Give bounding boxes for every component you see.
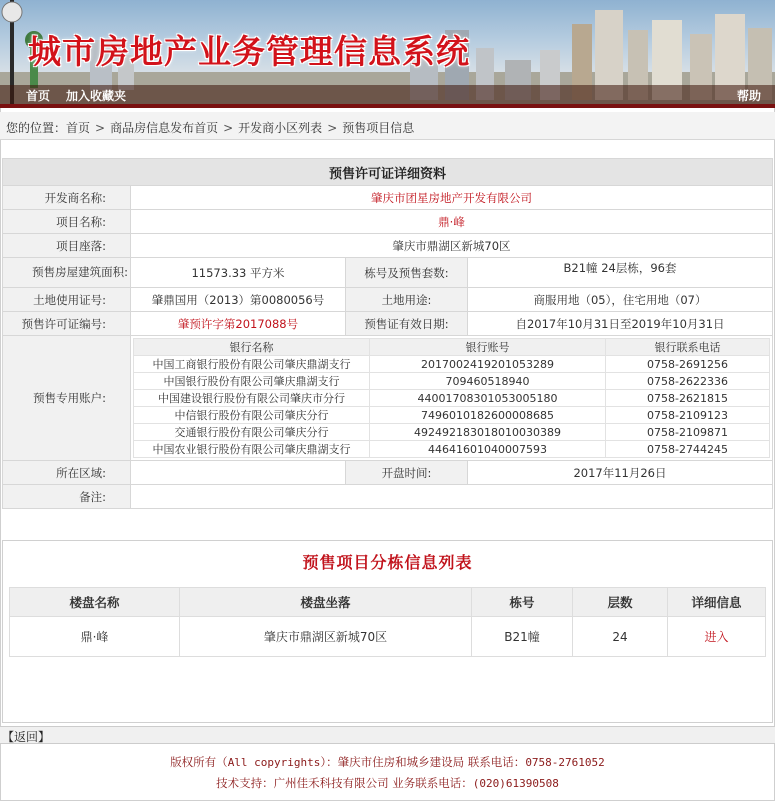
bank-phone: 0758-2621815 xyxy=(606,390,770,407)
bank-row xyxy=(134,441,770,458)
bank-account: 44641601040007593 xyxy=(370,441,606,458)
building-list-table xyxy=(9,587,766,657)
bank-account: 492492183018010030389 xyxy=(370,424,606,441)
bank-account: 709460518940 xyxy=(370,373,606,390)
area-label: 预售房屋建筑面积: xyxy=(3,258,131,288)
bank-header-name: 银行名称 xyxy=(134,339,370,356)
breadcrumb-current: 预售项目信息 xyxy=(342,121,415,135)
breadcrumb-separator-icon: > xyxy=(223,121,234,135)
bank-name: 中国银行股份有限公司肇庆鼎湖支行 xyxy=(134,373,370,390)
nav-home-link[interactable]: 首页 xyxy=(26,89,51,103)
detail-heading: 预售许可证详细资料 xyxy=(3,159,773,186)
header-banner xyxy=(0,0,775,108)
opening-value: 2017年11月26日 xyxy=(468,461,773,485)
site-title: 城市房地产业务管理信息系统 xyxy=(28,32,470,71)
bank-row xyxy=(134,390,770,407)
building-list-title: 预售项目分栋信息列表 xyxy=(302,553,473,572)
bank-account: 44001708301053005180 xyxy=(370,390,606,407)
footer-phone: 0758-2761052 xyxy=(525,756,605,769)
validity-label: 预售证有效日期: xyxy=(346,312,468,336)
building-number: B21幢 xyxy=(472,617,573,657)
breadcrumb-home[interactable]: 首页 xyxy=(66,121,91,135)
footer-copyright-en: All copyrights xyxy=(227,756,321,769)
footer xyxy=(0,752,775,794)
opening-label: 开盘时间: xyxy=(346,461,468,485)
row-permit xyxy=(3,312,773,336)
back-link[interactable]: 【返回】 xyxy=(2,730,51,744)
breadcrumb-developer-list[interactable]: 开发商小区列表 xyxy=(238,121,323,135)
bank-phone: 0758-2109871 xyxy=(606,424,770,441)
footer-copyright-prefix: 版权所有（ xyxy=(170,755,228,769)
footer-copyright-line xyxy=(0,752,775,773)
nav-help-link[interactable]: 帮助 xyxy=(736,89,761,103)
back-bar xyxy=(0,726,775,744)
row-developer xyxy=(3,186,773,210)
building-name: 鼎·峰 xyxy=(10,617,180,657)
footer-support-text: 技术支持：广州佳禾科技有限公司 业务联系电话： xyxy=(216,776,473,790)
bank-name: 中国工商银行股份有限公司肇庆鼎湖支行 xyxy=(134,356,370,373)
district-value xyxy=(131,461,346,485)
bank-phone: 0758-2744245 xyxy=(606,441,770,458)
row-land xyxy=(3,288,773,312)
bank-name: 中信银行股份有限公司肇庆分行 xyxy=(134,407,370,424)
col-name-header: 楼盘名称 xyxy=(10,588,180,617)
col-floors-header: 层数 xyxy=(573,588,668,617)
footer-copyright-owner: ）：肇庆市住房和城乡建设局 联系电话： xyxy=(320,755,526,769)
remark-value xyxy=(131,485,773,509)
bank-row xyxy=(134,356,770,373)
developer-value: 肇庆市团星房地产开发有限公司 xyxy=(131,186,773,210)
bank-account: 2017002419201053289 xyxy=(370,356,606,373)
land-cert-label: 土地使用证号: xyxy=(3,288,131,312)
row-project xyxy=(3,210,773,234)
breadcrumb-presale-home[interactable]: 商品房信息发布首页 xyxy=(110,121,219,135)
bank-name: 中国农业银行股份有限公司肇庆鼎湖支行 xyxy=(134,441,370,458)
land-cert-value: 肇鼎国用（2013）第0080056号 xyxy=(131,288,346,312)
land-use-label: 土地用途: xyxy=(346,288,468,312)
breadcrumb-separator-icon: > xyxy=(327,121,338,135)
location-value: 肇庆市鼎湖区新城70区 xyxy=(131,234,773,258)
permit-label: 预售许可证编号: xyxy=(3,312,131,336)
top-nav xyxy=(0,85,775,104)
row-location xyxy=(3,234,773,258)
account-cell xyxy=(131,336,773,461)
building-detail-cell xyxy=(668,617,766,657)
bank-header-row xyxy=(134,339,770,356)
bank-account: 7496010182600008685 xyxy=(370,407,606,424)
bank-header-account: 银行账号 xyxy=(370,339,606,356)
project-label: 项目名称: xyxy=(3,210,131,234)
row-remark xyxy=(3,485,773,509)
bank-header-phone: 银行联系电话 xyxy=(606,339,770,356)
building-list-header xyxy=(10,588,766,617)
breadcrumb-separator-icon: > xyxy=(95,121,106,135)
building-label: 栋号及预售套数: xyxy=(346,258,468,288)
validity-value: 自2017年10月31日至2019年10月31日 xyxy=(468,312,773,336)
bank-name: 交通银行股份有限公司肇庆分行 xyxy=(134,424,370,441)
footer-support-line xyxy=(0,773,775,794)
col-location-header: 楼盘坐落 xyxy=(180,588,472,617)
permit-detail-table xyxy=(2,158,773,509)
building-location: 肇庆市鼎湖区新城70区 xyxy=(180,617,472,657)
area-value: 11573.33 平方米 xyxy=(131,258,346,288)
col-detail-header: 详细信息 xyxy=(668,588,766,617)
nav-favorite-link[interactable]: 加入收藏夹 xyxy=(66,89,127,103)
land-use-value: 商服用地（05），住宅用地（07） xyxy=(468,288,773,312)
footer-business-phone: (020)61390508 xyxy=(472,777,559,790)
remark-label: 备注: xyxy=(3,485,131,509)
row-area xyxy=(3,258,773,288)
account-label: 预售专用账户: xyxy=(3,336,131,461)
permit-value: 肇预许字第2017088号 xyxy=(131,312,346,336)
district-label: 所在区域: xyxy=(3,461,131,485)
building-value: B21幢 24层栋，96套 xyxy=(468,258,773,288)
table-row xyxy=(10,617,766,657)
bank-row xyxy=(134,407,770,424)
bank-phone: 0758-2622336 xyxy=(606,373,770,390)
location-label: 项目座落: xyxy=(3,234,131,258)
bank-phone: 0758-2691256 xyxy=(606,356,770,373)
bank-row xyxy=(134,373,770,390)
developer-label: 开发商名称: xyxy=(3,186,131,210)
bank-account-table xyxy=(133,338,770,458)
building-floors: 24 xyxy=(573,617,668,657)
bank-name: 中国建设银行股份有限公司肇庆市分行 xyxy=(134,390,370,407)
bank-phone: 0758-2109123 xyxy=(606,407,770,424)
building-list-panel xyxy=(2,540,773,723)
detail-heading-row xyxy=(3,159,773,186)
col-building-header: 栋号 xyxy=(472,588,573,617)
breadcrumb xyxy=(0,112,775,140)
bank-row xyxy=(134,424,770,441)
row-accounts xyxy=(3,336,773,461)
row-district xyxy=(3,461,773,485)
breadcrumb-prefix: 您的位置： xyxy=(6,121,67,135)
enter-link[interactable]: 进入 xyxy=(704,630,729,644)
project-value: 鼎·峰 xyxy=(131,210,773,234)
